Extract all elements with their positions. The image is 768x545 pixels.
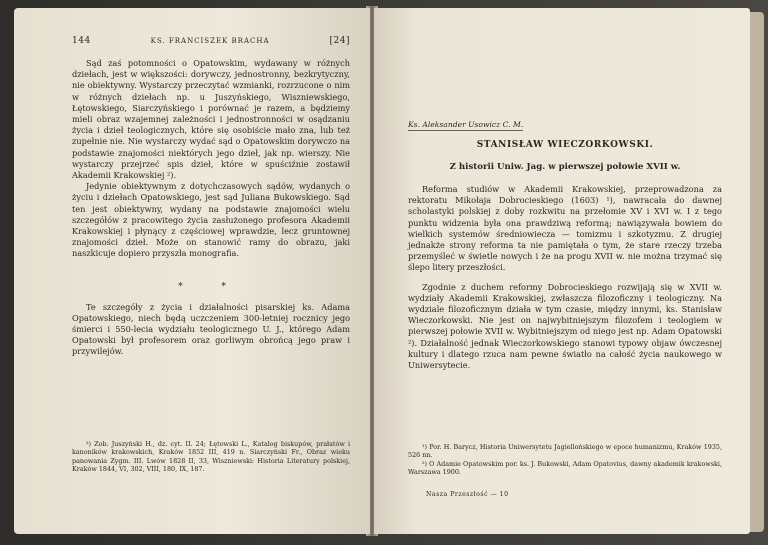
- section-divider: * *: [178, 281, 244, 292]
- footnote: ¹) Por. H. Barycz, Historia Uniwersytetu Jagiellońskiego w epoce humanizmu, Kraków 1935, 526 nn.: [408, 443, 722, 460]
- signature-mark: Nasza Przeszłość — 10: [426, 490, 509, 498]
- left-page: [14, 8, 370, 534]
- page-edges: [748, 12, 764, 532]
- paragraph: Zgodnie z duchem reformy Dobrocieskiego rozwijają się w XVII w. wydziały Akademii Krakowskiej, zwłaszcza filozoficzny i teologiczny. Na wydziale filozoficznym działa w tym czasie, między innymi, ks. Stanisław Wieczorkowski. Nie jest on najwybitniejszym filozofem i teologiem w pierwszej połowie XVII w. Wybitniejszym od niego jest np. Adam Opatowski ²). Działalność jednak Wieczorkowskiego stanowi typowy objaw ówczesnej kultury i dlatego rzuca nam pewne światło na całość życia naukowego w Uniwersytecie.: [408, 281, 722, 371]
- right-page: [374, 8, 750, 534]
- section-marker: [24]: [329, 36, 350, 46]
- author-line: Ks. Aleksander Usowicz C. M.: [408, 120, 524, 129]
- running-title: KS. FRANCISZEK BRACHA: [150, 37, 270, 45]
- footnote: ²) O Adamie Opatowskim por. ks. J. Bukowski, Adam Opatovius, dawny akademik krakowski, Warszawa 1900.: [408, 459, 722, 477]
- page-number: 144: [72, 36, 91, 46]
- article-title: STANISŁAW WIECZORKOWSKI.: [476, 140, 654, 150]
- paragraph: Reforma studiów w Akademii Krakowskiej, przeprowadzona za rektoratu Mikołaja Dobrocieskiego (1603) ¹), nawracała do dawnej scholastyki polskiej z doby rozkwitu na przełomie XV i XVI w. I z tego punktu widzenia była ona prawdziwą reformą; nawiązywała bowiem do wielkich systemów średniowiecza — tomizmu i szkotyzmu. Z drugiej jednakże strony reforma ta nie pamiętała o tym, że stare rzeczy trzeba przemyśleć w świetle nowych i że na progu XVII w. nie można trzymać się ślepo litery przeszłości.: [408, 184, 722, 273]
- article-subtitle: Z historii Uniw. Jag. w pierwszej połowie XVII w.: [449, 162, 681, 172]
- closing-paragraph: Te szczegóły z życia i działalności pisarskiej ks. Adama Opatowskiego, niech będą uczczeniem 300-letniej rocznicy jego śmierci i 550-lecia wydziału teologicznego U. J., którego Adam Opatowski był profesorem oraz gorliwym obrońcą jego praw i przywilejów.: [72, 301, 350, 357]
- paragraph: Sąd zaś potomności o Opatowskim, wydawany w różnych dziełach, jest w większości: dorywczy, jednostronny, bezkrytyczny, nie obiektywny. Wystarczy przeczytać wzmianki, rozrzucone o nim w różnych dziełach np. u Juszyńskiego, Wiszniewskiego, Łętowskiego, Siarczyńskiego i porównać je razem, a będziemy mieli obraz wzajemnej zależności i jednostronności w osądzaniu życia i dzieł teologicznych, które się osobiście mało zna, lub też zupełnie nie. Nie wystarczy wydać sąd o Opatowskim dorywczo na podstawie znajomości niektórych jego dzieł, jak np. wierszy. Nie wystarczy przejrzeć spis dzieł, które w spuściźnie zostawił Akademii Krakowskiej ²).: [72, 58, 350, 181]
- left-page-header: [72, 36, 350, 46]
- paragraph: Jedynie obiektywnym z dotychczasowych sądów, wydanych o życiu i dziełach Opatowskiego, jest sąd Juliana Bukowskiego. Sąd ten jest obiektywny, wydany na podstawie znajomości wielu szczegółów z pracowitego życia zasłużonego profesora Akademii Krakowskiej i płynący z częściowej wprawdzie, lecz gruntownej znajomości dzieł. Może on stanowić ramy do obrazu, jaki naszkicuje dopiero przyszła monografia.: [72, 181, 350, 259]
- footnote: ²) Zob. Juszyński H., dz. cyt. II. 24; Łętowski L., Katalog biskupów, prałatów i kanoników krakowskich, Kraków 1852 III, 419 n. Siarczyński Fr., Obraz wieku panowania Zygm. III. Lwów 1828 II, 33, Wiszniewski: Historia Literatury polskiej, Kraków 1844, VI, 302, VIII, 180, IX, 187.: [72, 440, 350, 474]
- footnotes: [408, 443, 722, 498]
- footnotes: [72, 440, 350, 474]
